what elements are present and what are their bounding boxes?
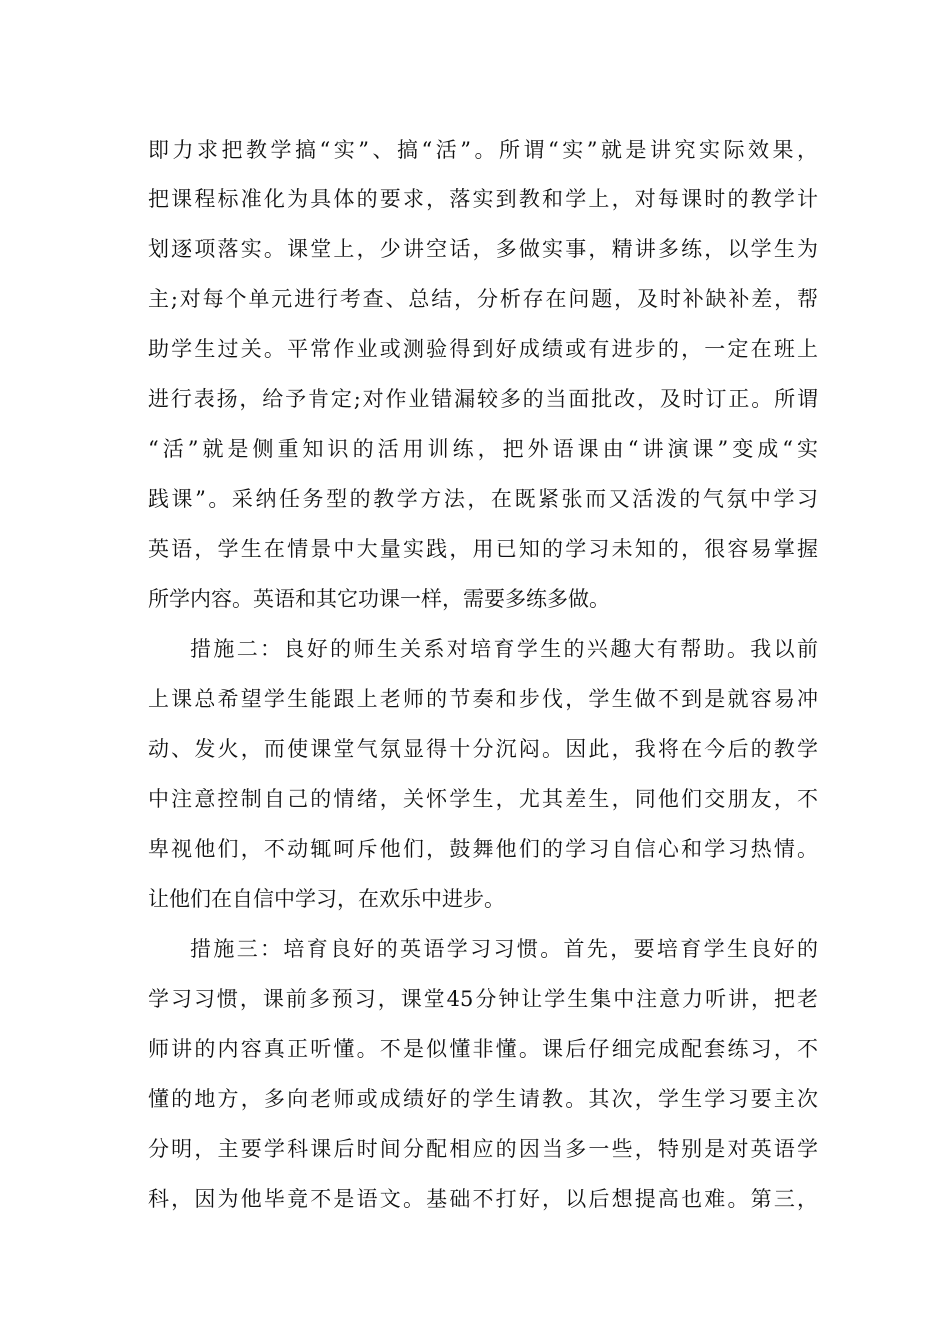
text-line: 把课程标准化为具体的要求，落实到教和学上，对每课时的教学计 — [148, 187, 818, 211]
text-line: 助学生过关。平常作业或测验得到好成绩或有进步的，一定在班上 — [148, 337, 818, 361]
text-line: “活”就是侧重知识的活用训练，把外语课由“讲演课”变成“实 — [148, 437, 818, 461]
text-line: 践课”。采纳任务型的教学方法，在既紧张而又活泼的气氛中学习 — [148, 487, 818, 511]
text-line: 让他们在自信中学习，在欢乐中进步。 — [148, 887, 505, 911]
text-line: 所学内容。英语和其它功课一样，需要多练多做。 — [148, 587, 610, 611]
text-line: 分明，主要学科课后时间分配相应的因当多一些，特别是对英语学 — [148, 1137, 818, 1161]
text-line: 中注意控制自己的情绪，关怀学生，尤其差生，同他们交朋友，不 — [148, 787, 818, 811]
text-line: 师讲的内容真正听懂。不是似懂非懂。课后仔细完成配套练习，不 — [148, 1037, 818, 1061]
text-line: 动、发火，而使课堂气氛显得十分沉闷。因此，我将在今后的教学 — [148, 737, 818, 761]
paragraph-first-line: 措施二：良好的师生关系对培育学生的兴趣大有帮助。我以前 — [190, 637, 818, 661]
text-line: 懂的地方，多向老师或成绩好的学生请教。其次，学生学习要主次 — [148, 1087, 818, 1111]
text-line: 划逐项落实。课堂上，少讲空话，多做实事，精讲多练，以学生为 — [148, 237, 818, 261]
text-line: 主;对每个单元进行考查、总结，分析存在问题，及时补缺补差，帮 — [148, 287, 818, 311]
paragraph-first-line: 措施三：培育良好的英语学习习惯。首先，要培育学生良好的 — [190, 937, 818, 961]
text-line: 英语，学生在情景中大量实践，用已知的学习未知的，很容易掌握 — [148, 537, 818, 561]
text-line: 卑视他们，不动辄呵斥他们，鼓舞他们的学习自信心和学习热情。 — [148, 837, 818, 861]
text-line: 进行表扬，给予肯定;对作业错漏较多的当面批改，及时订正。所谓 — [148, 387, 818, 411]
text-line: 科，因为他毕竟不是语文。基础不打好，以后想提高也难。第三， — [148, 1187, 818, 1211]
text-line: 上课总希望学生能跟上老师的节奏和步伐，学生做不到是就容易冲 — [148, 687, 818, 711]
text-line: 学习习惯，课前多预习，课堂45分钟让学生集中注意力听讲，把老 — [148, 987, 818, 1011]
text-line: 即力求把教学搞“实”、搞“活”。所谓“实”就是讲究实际效果， — [148, 138, 818, 162]
